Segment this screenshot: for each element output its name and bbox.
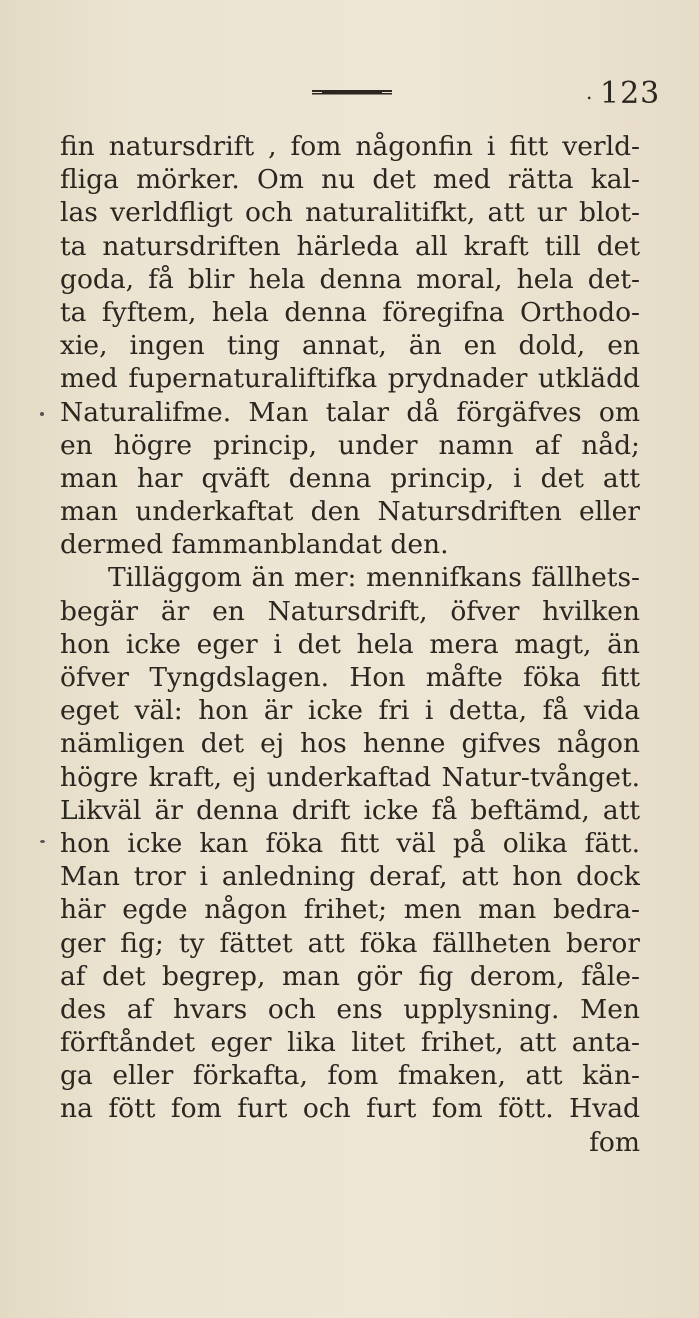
text-line: hon icke eger i det hela mera magt, än	[60, 628, 640, 660]
text-line: las verldfligt och naturalitifkt, att ur blot-	[60, 197, 640, 229]
text-line: ga eller förkafta, fom fmaken, att kän-	[60, 1060, 640, 1092]
text-line: hon icke kan föka fitt väl på olika fätt.	[60, 827, 640, 859]
text-line: ta fyftem, hela denna föregifna Orthodo-	[60, 296, 640, 328]
text-line: högre kraft, ej underkaftad Natur-tvånget.	[60, 761, 640, 793]
text-line: en högre princip, under namn af nåd;	[60, 429, 640, 461]
text-line: med fupernaturaliftifka prydnader utklädd	[60, 363, 640, 395]
text-line: na fött fom furt och furt fom fött. Hvad	[60, 1093, 640, 1125]
text-line: fliga mörker. Om nu det med rätta kal-	[60, 164, 640, 196]
text-line: här egde någon frihet; men man bedra-	[60, 894, 640, 926]
header-ornament-rule	[312, 88, 392, 98]
text-line: förftåndet eger lika litet frihet, att anta-	[60, 1027, 640, 1059]
text-line: man har qväft denna princip, i det att	[60, 462, 640, 494]
text-line: nämligen det ej hos henne gifves någon	[60, 728, 640, 760]
body-text	[60, 130, 640, 1159]
ink-speck	[40, 412, 44, 416]
text-line: des af hvars och ens upplysning. Men	[60, 993, 640, 1025]
text-line: man underkaftat den Natursdriften eller	[60, 496, 640, 528]
catchword: fom	[589, 1126, 640, 1158]
text-line: eget väl: hon är icke fri i detta, få vida	[60, 695, 640, 727]
text-line: Likväl är denna drift icke få beftämd, att	[60, 794, 640, 826]
paragraph-first-line: Tilläggom än mer: mennifkans fällhets-	[108, 562, 640, 594]
page-number: 123	[600, 76, 661, 111]
text-line: dermed fammanblandat den.	[60, 529, 449, 561]
text-line: Man tror i anledning deraf, att hon dock	[60, 861, 640, 893]
text-line: öfver Tyngdslagen. Hon måfte föka fitt	[60, 662, 640, 693]
ink-speck	[40, 840, 45, 843]
header-mark: .	[586, 80, 593, 104]
text-line: goda, få blir hela denna moral, hela det-	[60, 263, 640, 295]
text-line: begär är en Natursdrift, öfver hvilken	[60, 595, 640, 627]
text-line: fin natursdrift , fom någonfin i fitt verld-	[60, 131, 640, 162]
text-line: ger fig; ty fättet att föka fällheten beror	[60, 927, 640, 959]
text-line: ta natursdriften härleda all kraft till det	[60, 230, 640, 262]
text-line: Naturalifme. Man talar då förgäfves om	[60, 396, 640, 428]
text-line: xie, ingen ting annat, än en dold, en	[60, 330, 640, 362]
text-line: af det begrep, man gör fig derom, fåle-	[60, 960, 640, 992]
